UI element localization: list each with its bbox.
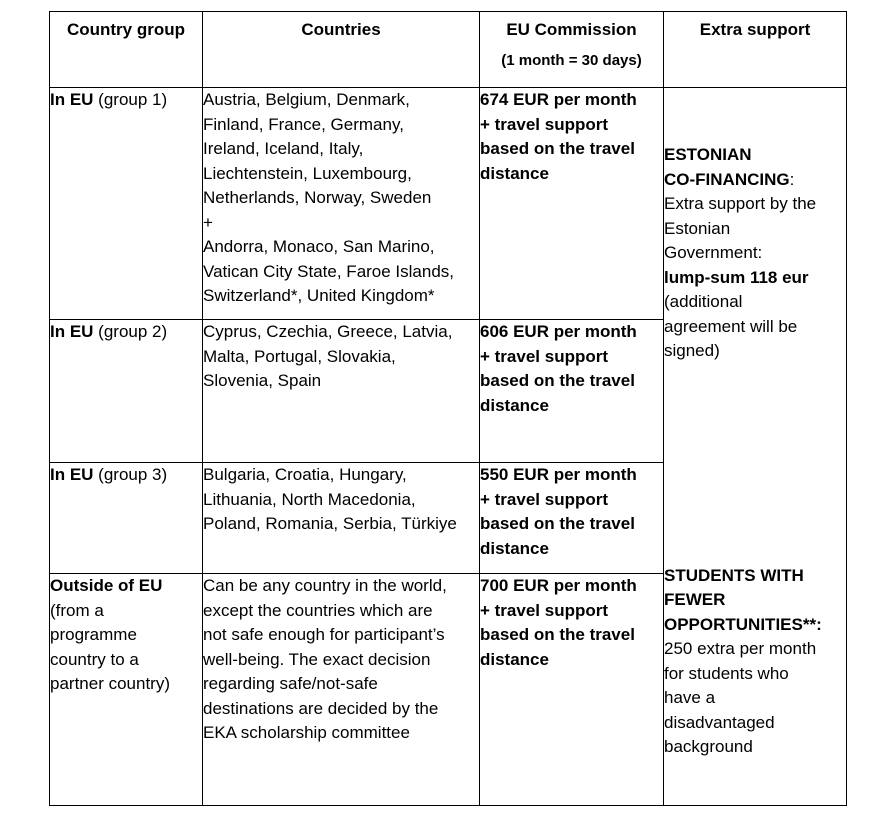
group-cell: In EU (group 3) [50, 463, 203, 574]
group-cell: In EU (group 1) [50, 88, 203, 320]
commission-cell: 550 EUR per month + travel support based on the travel distance [480, 463, 664, 574]
table-row [50, 88, 847, 320]
support-table [49, 11, 847, 806]
header-row [50, 12, 847, 88]
header-country-group: Country group [50, 12, 203, 88]
header-eu-commission: EU Commission (1 month = 30 days) [480, 12, 664, 88]
countries-cell: Bulgaria, Croatia, Hungary, Lithuania, North Macedonia, Poland, Romania, Serbia, Türkiye [203, 463, 480, 574]
fewer-opportunities-block: STUDENTS WITH FEWER OPPORTUNITIES**: 250 extra per month for students who have a disadvantaged background [664, 565, 822, 756]
estonian-cofinancing-block: ESTONIAN CO-FINANCING: Extra support by the Estonian Government: lump-sum 118 eur (additional agreement will be signed) [664, 145, 817, 360]
extra-support-cell [664, 88, 847, 806]
header-countries: Countries [203, 12, 480, 88]
commission-cell: 606 EUR per month + travel support based on the travel distance [480, 320, 664, 463]
commission-cell: 700 EUR per month + travel support based on the travel distance [480, 574, 664, 806]
countries-cell: Cyprus, Czechia, Greece, Latvia, Malta, Portugal, Slovakia, Slovenia, Spain [203, 320, 480, 463]
group-cell: Outside of EU (from a programme country to a partner country) [50, 574, 203, 806]
group-cell: In EU (group 2) [50, 320, 203, 463]
header-extra-support: Extra support [664, 12, 847, 88]
countries-cell: Austria, Belgium, Denmark, Finland, France, Germany, Ireland, Iceland, Italy, Liechtenstein, Luxembourg, Netherlands, Norway, Sweden + Andorra, Monaco, San Marino, Vatican City State, Faroe Islands, Switzerland*, United Kingdom* [203, 88, 480, 320]
commission-cell: 674 EUR per month + travel support based on the travel distance [480, 88, 664, 320]
header-eu-commission-note: (1 month = 30 days) [501, 51, 642, 69]
countries-cell: Can be any country in the world, except the countries which are not safe enough for participant’s well-being. The exact decision regarding safe/not-safe destinations are decided by the EKA scholarship committee [203, 574, 480, 806]
